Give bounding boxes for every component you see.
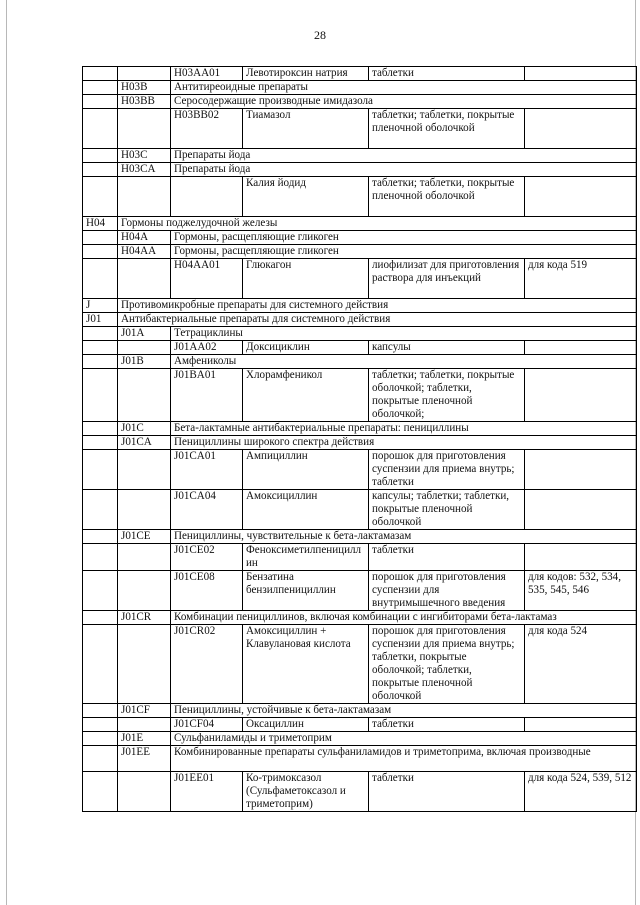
table-row xyxy=(83,245,637,259)
cell-group xyxy=(83,109,118,149)
table-row xyxy=(83,436,637,450)
cell-atc-code: J01CA01 xyxy=(171,450,243,490)
table-row xyxy=(83,109,637,149)
cell-group-name: Антитиреоидные препараты xyxy=(171,81,637,95)
cell-group xyxy=(83,732,118,746)
cell-atc-code: J01CF04 xyxy=(171,718,243,732)
cell-atc-code xyxy=(171,177,243,217)
table-row xyxy=(83,355,637,369)
drug-table xyxy=(82,66,637,812)
cell-drug-name: Хлорамфеникол xyxy=(243,369,369,422)
table-row xyxy=(83,450,637,490)
cell-subgroup-code: H04AA xyxy=(118,245,171,259)
table-row xyxy=(83,718,637,732)
cell-atc-code: J01EE01 xyxy=(171,772,243,812)
table-row xyxy=(83,746,637,772)
cell-group-name: Препараты йода xyxy=(171,149,637,163)
cell-atc-code: H04AA01 xyxy=(171,259,243,299)
cell-subgroup-code xyxy=(118,259,171,299)
cell-subgroup-code xyxy=(118,490,171,530)
cell-drug-name: Тиамазол xyxy=(243,109,369,149)
table-row xyxy=(83,772,637,812)
cell-subgroup-code xyxy=(118,450,171,490)
cell-group xyxy=(83,450,118,490)
cell-note xyxy=(525,109,637,149)
cell-note: для кода 524, 539, 512 xyxy=(525,772,637,812)
cell-drug-name: Амоксициллин xyxy=(243,490,369,530)
cell-subgroup-code: J01CR xyxy=(118,611,171,625)
cell-dosage-form: таблетки; таблетки, покрытые пленочной оболочкой xyxy=(369,109,525,149)
cell-subgroup-code xyxy=(118,369,171,422)
cell-group-name: Антибактериальные препараты для системного действия xyxy=(118,313,637,327)
table-row xyxy=(83,231,637,245)
table-row xyxy=(83,341,637,355)
cell-dosage-form: таблетки xyxy=(369,544,525,571)
cell-dosage-form: таблетки; таблетки, покрытые пленочной оболочкой xyxy=(369,177,525,217)
cell-subgroup-code: J01E xyxy=(118,732,171,746)
cell-group xyxy=(83,177,118,217)
cell-subgroup-code xyxy=(118,772,171,812)
cell-group xyxy=(83,163,118,177)
cell-group xyxy=(83,625,118,704)
table-row xyxy=(83,149,637,163)
table-row xyxy=(83,299,637,313)
cell-dosage-form: лиофилизат для приготовления раствора для инъекций xyxy=(369,259,525,299)
table-row xyxy=(83,67,637,81)
cell-drug-name: Ампициллин xyxy=(243,450,369,490)
cell-group-name: Пенициллины, чувствительные к бета-лактамазам xyxy=(171,530,637,544)
cell-subgroup-code: J01C xyxy=(118,422,171,436)
table-row xyxy=(83,95,637,109)
cell-group xyxy=(83,422,118,436)
cell-group-name: Серосодержащие производные имидазола xyxy=(171,95,637,109)
cell-drug-name: Левотироксин натрия xyxy=(243,67,369,81)
cell-group xyxy=(83,571,118,611)
cell-note xyxy=(525,490,637,530)
cell-group xyxy=(83,327,118,341)
scan-edge-left xyxy=(6,0,7,905)
cell-drug-name: Амоксициллин + Клавулановая кислота xyxy=(243,625,369,704)
cell-group-name: Комбинации пенициллинов, включая комбинации с ингибиторами бета-лактамаз xyxy=(171,611,637,625)
cell-group-name: Гормоны, расщепляющие гликоген xyxy=(171,231,637,245)
drug-table-body xyxy=(83,67,637,812)
cell-note xyxy=(525,718,637,732)
cell-note xyxy=(525,450,637,490)
cell-group-name: Бета-лактамные антибактериальные препараты: пенициллины xyxy=(171,422,637,436)
cell-group-name: Пенициллины, устойчивые к бета-лактамазам xyxy=(171,704,637,718)
cell-subgroup-code: H03BB xyxy=(118,95,171,109)
cell-subgroup-code: J01A xyxy=(118,327,171,341)
cell-group-name: Гормоны, расщепляющие гликоген xyxy=(171,245,637,259)
table-row xyxy=(83,530,637,544)
table-row xyxy=(83,217,637,231)
cell-group-name: Противомикробные препараты для системного действия xyxy=(118,299,637,313)
cell-dosage-form: порошок для приготовления суспензии для приема внутрь; таблетки, покрытые оболочкой; таблетки, покрытые пленочной оболочкой xyxy=(369,625,525,704)
cell-group-name: Амфениколы xyxy=(171,355,637,369)
cell-atc-code: J01CE02 xyxy=(171,544,243,571)
cell-group xyxy=(83,746,118,772)
cell-drug-name: Глюкагон xyxy=(243,259,369,299)
cell-drug-name: Ко-тримоксазол (Сульфаметоксазол и триметоприм) xyxy=(243,772,369,812)
cell-subgroup-code: J01CA xyxy=(118,436,171,450)
cell-subgroup-code xyxy=(118,718,171,732)
cell-drug-name: Бензатина бензилпенициллин xyxy=(243,571,369,611)
cell-subgroup-code xyxy=(118,625,171,704)
cell-group xyxy=(83,81,118,95)
cell-subgroup-code: J01CF xyxy=(118,704,171,718)
cell-group xyxy=(83,436,118,450)
cell-subgroup-code xyxy=(118,341,171,355)
cell-group-name: Препараты йода xyxy=(171,163,637,177)
cell-note xyxy=(525,341,637,355)
cell-subgroup-code xyxy=(118,109,171,149)
cell-group xyxy=(83,149,118,163)
cell-subgroup-code xyxy=(118,571,171,611)
cell-subgroup-code xyxy=(118,177,171,217)
cell-group-code: J xyxy=(83,299,118,313)
cell-subgroup-code: H03B xyxy=(118,81,171,95)
cell-group xyxy=(83,231,118,245)
table-row xyxy=(83,544,637,571)
cell-group xyxy=(83,718,118,732)
table-row xyxy=(83,625,637,704)
cell-group xyxy=(83,544,118,571)
cell-drug-name: Феноксиметилпенициллин xyxy=(243,544,369,571)
cell-dosage-form: таблетки xyxy=(369,718,525,732)
cell-subgroup-code: H03C xyxy=(118,149,171,163)
table-row xyxy=(83,259,637,299)
table-row xyxy=(83,571,637,611)
table-row xyxy=(83,422,637,436)
cell-note: для кодов: 532, 534, 535, 545, 546 xyxy=(525,571,637,611)
table-row xyxy=(83,611,637,625)
cell-group-name: Сульфаниламиды и триметоприм xyxy=(171,732,637,746)
cell-dosage-form: таблетки; таблетки, покрытые оболочкой; таблетки, покрытые пленочной оболочкой; xyxy=(369,369,525,422)
cell-drug-name: Калия йодид xyxy=(243,177,369,217)
cell-group xyxy=(83,530,118,544)
cell-group xyxy=(83,67,118,81)
cell-atc-code: H03BB02 xyxy=(171,109,243,149)
cell-group xyxy=(83,245,118,259)
cell-drug-name: Оксациллин xyxy=(243,718,369,732)
cell-dosage-form: капсулы; таблетки; таблетки, покрытые пленочной оболочкой xyxy=(369,490,525,530)
cell-group-name: Комбинированные препараты сульфаниламидов и триметоприма, включая производные xyxy=(171,746,637,772)
cell-group xyxy=(83,355,118,369)
cell-group-name: Тетрациклины xyxy=(171,327,637,341)
cell-group xyxy=(83,704,118,718)
cell-group-name: Гормоны поджелудочной железы xyxy=(118,217,637,231)
table-row xyxy=(83,313,637,327)
cell-group xyxy=(83,772,118,812)
cell-subgroup-code: J01B xyxy=(118,355,171,369)
table-row xyxy=(83,732,637,746)
cell-dosage-form: таблетки xyxy=(369,67,525,81)
cell-note xyxy=(525,369,637,422)
cell-note xyxy=(525,544,637,571)
cell-group-code: H04 xyxy=(83,217,118,231)
cell-subgroup-code: H03CA xyxy=(118,163,171,177)
cell-group-name: Пенициллины широкого спектра действия xyxy=(171,436,637,450)
cell-group xyxy=(83,611,118,625)
table-row xyxy=(83,369,637,422)
table-row xyxy=(83,327,637,341)
table-row xyxy=(83,81,637,95)
cell-subgroup-code: H04A xyxy=(118,231,171,245)
cell-subgroup-code xyxy=(118,67,171,81)
cell-dosage-form: таблетки xyxy=(369,772,525,812)
cell-subgroup-code xyxy=(118,544,171,571)
cell-atc-code: J01BA01 xyxy=(171,369,243,422)
cell-subgroup-code: J01CE xyxy=(118,530,171,544)
cell-note: для кода 524 xyxy=(525,625,637,704)
cell-atc-code: H03AA01 xyxy=(171,67,243,81)
cell-atc-code: J01AA02 xyxy=(171,341,243,355)
cell-atc-code: J01CA04 xyxy=(171,490,243,530)
table-row xyxy=(83,163,637,177)
cell-group xyxy=(83,369,118,422)
cell-group-code: J01 xyxy=(83,313,118,327)
cell-atc-code: J01CR02 xyxy=(171,625,243,704)
table-row xyxy=(83,704,637,718)
page-number: 28 xyxy=(314,28,326,42)
cell-group xyxy=(83,341,118,355)
cell-dosage-form: порошок для приготовления суспензии для внутримышечного введения xyxy=(369,571,525,611)
table-row xyxy=(83,490,637,530)
cell-group xyxy=(83,259,118,299)
table-row xyxy=(83,177,637,217)
cell-dosage-form: порошок для приготовления суспензии для приема внутрь; таблетки xyxy=(369,450,525,490)
cell-subgroup-code: J01EE xyxy=(118,746,171,772)
cell-atc-code: J01CE08 xyxy=(171,571,243,611)
cell-note xyxy=(525,67,637,81)
cell-note: для кода 519 xyxy=(525,259,637,299)
cell-group xyxy=(83,490,118,530)
cell-note xyxy=(525,177,637,217)
cell-drug-name: Доксициклин xyxy=(243,341,369,355)
cell-group xyxy=(83,95,118,109)
cell-dosage-form: капсулы xyxy=(369,341,525,355)
